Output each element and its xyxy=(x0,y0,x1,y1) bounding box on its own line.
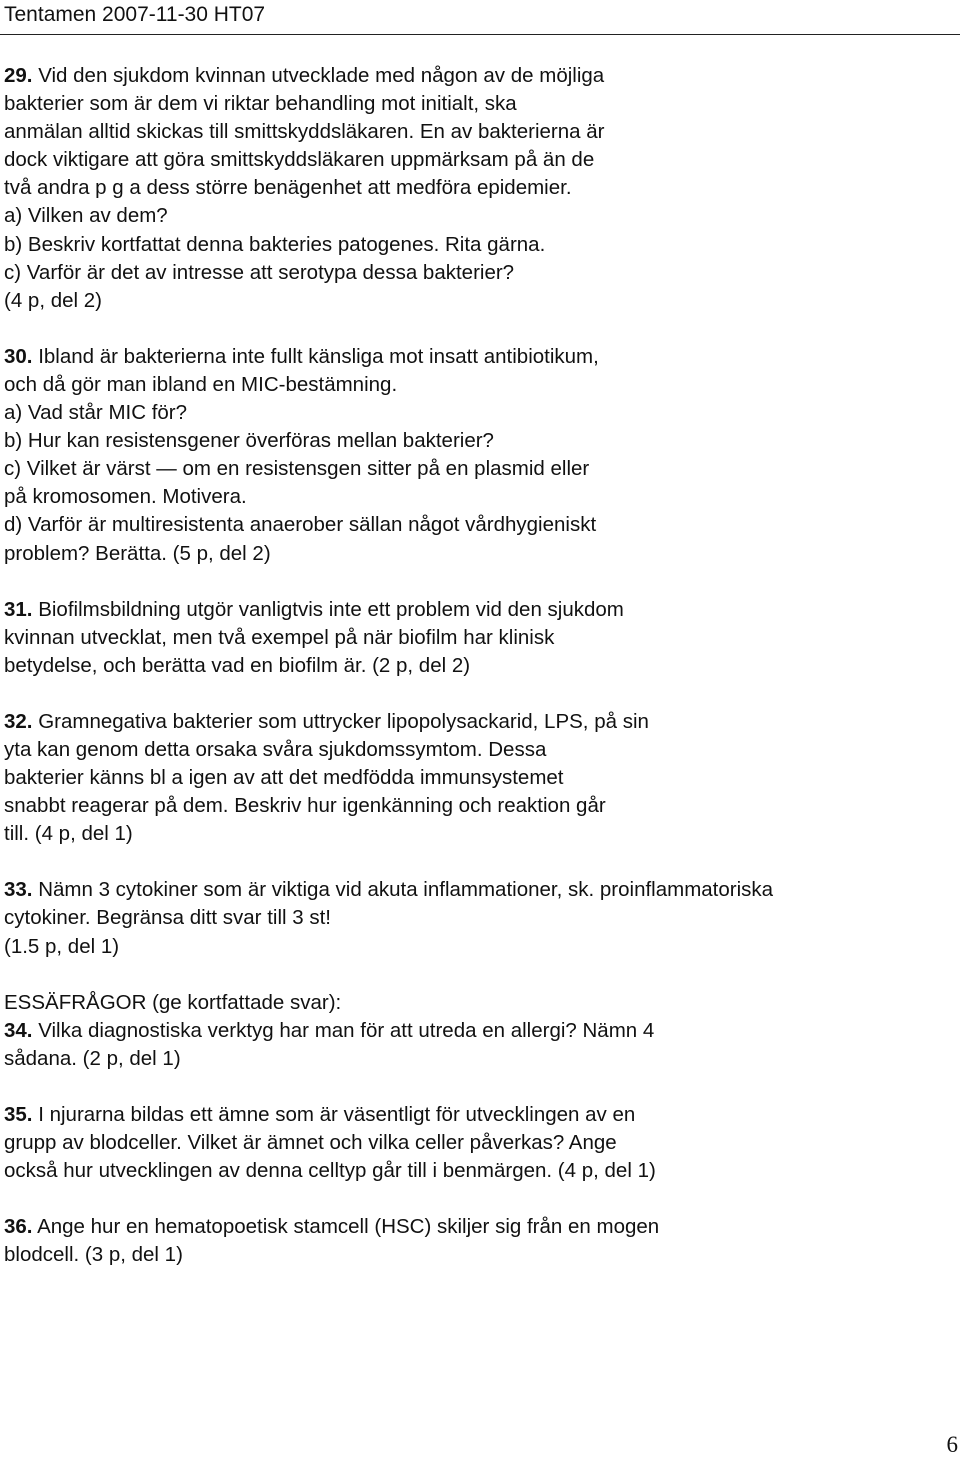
question-29 xyxy=(4,62,944,315)
question-29-part-b: b) Beskriv kortfattat denna bakteries patogenes. Rita gärna. xyxy=(4,232,546,256)
question-32 xyxy=(4,708,944,848)
question-36 xyxy=(4,1213,944,1269)
question-32-line-2: yta kan genom detta orsaka svåra sjukdomssymtom. Dessa xyxy=(4,737,547,761)
question-30-number: 30. xyxy=(4,344,33,368)
question-35-number: 35. xyxy=(4,1102,33,1126)
question-32-line-5: till. (4 p, del 1) xyxy=(4,822,133,846)
question-34-number: 34. xyxy=(4,1018,33,1042)
question-30-line-2: och då gör man ibland en MIC-bestämning. xyxy=(4,372,398,396)
question-34-line-2: sådana. (2 p, del 1) xyxy=(4,1046,181,1070)
question-30-part-b: b) Hur kan resistensgener överföras mellan bakterier? xyxy=(4,429,494,453)
question-31 xyxy=(4,596,944,680)
question-29-part-c: c) Varför är det av intresse att serotypa dessa bakterier? xyxy=(4,260,515,284)
question-29-number: 29. xyxy=(4,64,33,87)
question-31-line-1: 31. Biofilmsbildning utgör vanligtvis inte ett problem vid den sjukdom xyxy=(4,597,624,621)
question-33-line-2: cytokiner. Begränsa ditt svar till 3 st! xyxy=(4,906,331,930)
question-29-part-a: a) Vilken av dem? xyxy=(4,204,168,228)
question-35-line-3: också hur utvecklingen av denna celltyp går till i benmärgen. (4 p, del 1) xyxy=(4,1159,656,1183)
page-number: 6 xyxy=(946,1432,958,1457)
spacer xyxy=(4,680,944,708)
question-30-line-6: på kromosomen. Motivera. xyxy=(4,485,247,509)
question-29-line-4: dock viktigare att göra smittskyddsläkaren uppmärksam på än de xyxy=(4,148,595,172)
question-35-line-2: grupp av blodceller. Vilket är ämnet och vilka celler påverkas? Ange xyxy=(4,1131,617,1154)
question-29-line-5: två andra p g a dess större benägenhet att medföra epidemier. xyxy=(4,176,572,200)
question-32-line-4: snabbt reagerar på dem. Beskriv hur igenkänning och reaktion går xyxy=(4,794,606,818)
header-divider xyxy=(0,34,960,35)
spacer xyxy=(4,961,944,989)
spacer xyxy=(4,1073,944,1101)
question-31-number: 31. xyxy=(4,597,33,621)
question-30-line-1: 30. Ibland är bakterierna inte fullt känsliga mot insatt antibiotikum, xyxy=(4,344,599,368)
question-29-line-3: anmälan alltid skickas till smittskyddsläkaren. En av bakterierna är xyxy=(4,120,605,144)
question-29-line-1: 29. Vid den sjukdom kvinnan utvecklade med någon av de möjliga xyxy=(4,64,605,87)
question-30-part-a: a) Vad står MIC för? xyxy=(4,401,188,425)
question-34-line-1: 34. Vilka diagnostiska verktyg har man för att utreda en allergi? Nämn 4 xyxy=(4,1018,655,1042)
question-32-line-3: bakterier känns bl a igen av att det medfödda immunsystemet xyxy=(4,766,564,790)
spacer xyxy=(4,848,944,876)
question-31-line-2: kvinnan utvecklat, men två exempel på när biofilm har klinisk xyxy=(4,625,555,649)
page-header-title: Tentamen 2007-11-30 HT07 xyxy=(4,3,266,26)
question-30-part-c: c) Vilket är värst — om en resistensgen sitter på en plasmid eller xyxy=(4,457,590,481)
question-33-line-3: (1.5 p, del 1) xyxy=(4,934,120,958)
spacer xyxy=(4,568,944,596)
question-33 xyxy=(4,876,944,960)
spacer xyxy=(4,315,944,343)
question-32-line-1: 32. Gramnegativa bakterier som uttrycker lipopolysackarid, LPS, på sin xyxy=(4,709,649,733)
question-33-line-1: 33. Nämn 3 cytokiner som är viktiga vid akuta inflammationer, sk. proinflammatoriska xyxy=(4,878,774,902)
spacer xyxy=(4,1185,944,1213)
question-36-line-1: 36. Ange hur en hematopoetisk stamcell (HSC) skiljer sig från en mogen xyxy=(4,1215,660,1239)
essay-section xyxy=(4,989,944,1073)
question-33-number: 33. xyxy=(4,878,33,902)
document-body xyxy=(4,62,944,1269)
question-31-line-3: betydelse, och berätta vad en biofilm är. (2 p, del 2) xyxy=(4,653,471,677)
question-36-number: 36. xyxy=(4,1215,33,1239)
question-29-points: (4 p, del 2) xyxy=(4,288,102,312)
question-30-part-d: d) Varför är multiresistenta anaerober sällan något vårdhygieniskt xyxy=(4,513,597,537)
question-29-line-2: bakterier som är dem vi riktar behandling mot initialt, ska xyxy=(4,92,517,116)
question-30 xyxy=(4,343,944,568)
essay-heading: ESSÄFRÅGOR (ge kortfattade svar): xyxy=(4,990,342,1014)
question-30-points: problem? Berätta. (5 p, del 2) xyxy=(4,541,271,565)
question-35-line-1: 35. I njurarna bildas ett ämne som är väsentligt för utvecklingen av en xyxy=(4,1102,636,1126)
question-35 xyxy=(4,1101,944,1185)
question-32-number: 32. xyxy=(4,709,33,733)
question-36-line-2: blodcell. (3 p, del 1) xyxy=(4,1243,183,1267)
